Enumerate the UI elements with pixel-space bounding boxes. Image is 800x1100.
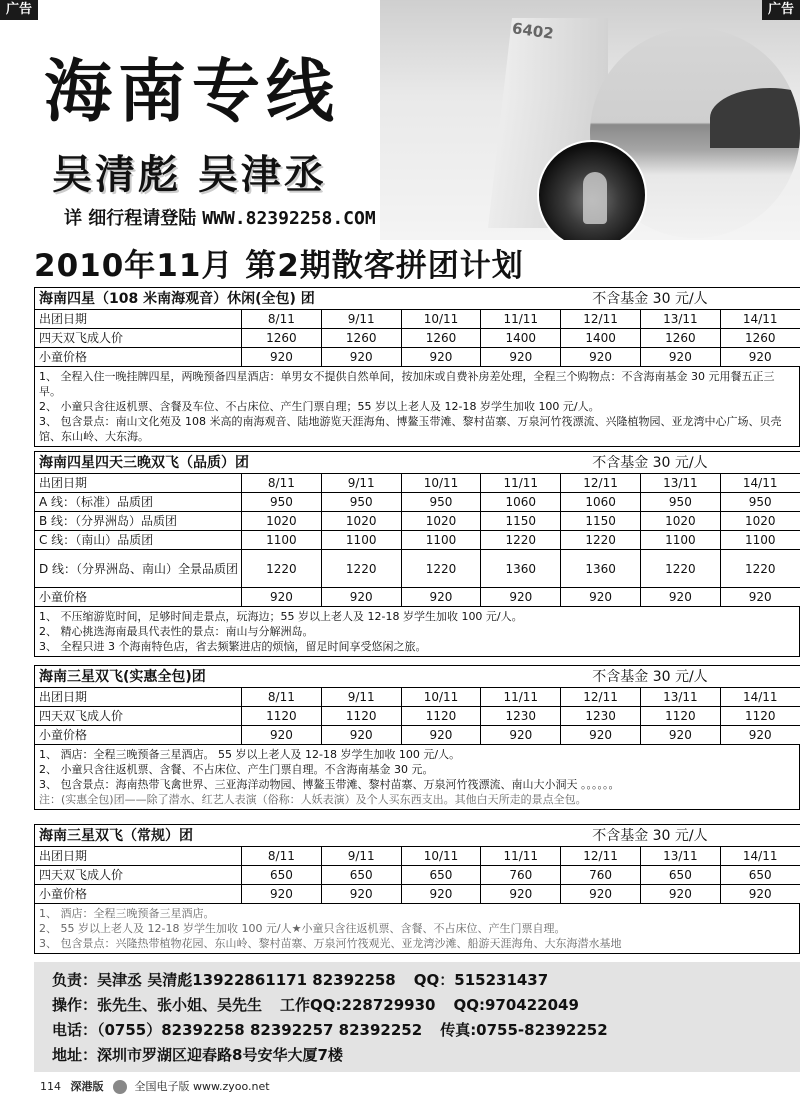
plan-title: 2010年11月 第2期散客拼团计划 xyxy=(34,248,524,284)
section-notes xyxy=(34,367,800,447)
price-cell: 1220 xyxy=(481,531,561,550)
price-cell: 920 xyxy=(401,885,481,904)
date-cell: 14/11 xyxy=(720,847,800,866)
price-cell: 1220 xyxy=(640,550,720,588)
price-cell: 1360 xyxy=(561,550,641,588)
date-row xyxy=(35,688,800,707)
price-cell: 1020 xyxy=(640,512,720,531)
contact-box xyxy=(34,962,800,1072)
section-title xyxy=(35,452,800,474)
fund-exclusion: 不含基金 30 元/人 xyxy=(592,827,708,844)
sail-number: 6402 xyxy=(510,19,555,43)
date-cell: 9/11 xyxy=(321,474,401,493)
price-table xyxy=(34,287,800,367)
price-cell: 1120 xyxy=(321,707,401,726)
price-cell: 920 xyxy=(481,885,561,904)
tour-section xyxy=(34,287,800,447)
date-cell: 14/11 xyxy=(720,474,800,493)
agent-names: 吴清彪 吴津丞 xyxy=(52,152,327,198)
price-cell: 650 xyxy=(321,866,401,885)
note-line: 2、 小童只含往返机票、含餐、不占床位、产生门票自理。不含海南基金 30 元。 xyxy=(39,763,434,776)
section-name: 海南四星四天三晚双飞（品质）团 xyxy=(39,454,249,471)
price-cell: 1230 xyxy=(481,707,561,726)
table-row xyxy=(35,588,800,607)
tour-section xyxy=(34,665,800,810)
note-line: 1、 酒店：全程三晚预备三星酒店。 55 岁以上老人及 12-18 岁学生加收 100 元/人。 xyxy=(39,748,461,761)
price-cell: 1150 xyxy=(561,512,641,531)
price-cell: 760 xyxy=(481,866,561,885)
price-cell: 1260 xyxy=(720,329,800,348)
note-line: 2、 小童只含往返机票、含餐及车位、不占床位、产生门票自理；55 岁以上老人及 12-18 岁学生加收 100 元/人。 xyxy=(39,400,600,413)
price-cell: 1020 xyxy=(720,512,800,531)
website-label: 详 细行程请登陆 xyxy=(64,208,197,229)
date-header: 出团日期 xyxy=(35,474,242,493)
section-name: 海南三星双飞（常规）团 xyxy=(39,827,193,844)
date-cell: 12/11 xyxy=(561,310,641,329)
price-cell: 1060 xyxy=(481,493,561,512)
price-cell: 920 xyxy=(561,726,641,745)
price-cell: 920 xyxy=(640,588,720,607)
table-row xyxy=(35,531,800,550)
price-cell: 920 xyxy=(720,885,800,904)
ad-tag-right: 广告 xyxy=(762,0,800,20)
date-cell: 9/11 xyxy=(321,310,401,329)
row-label: 四天双飞成人价 xyxy=(35,866,242,885)
section-title xyxy=(35,825,800,847)
price-cell: 1230 xyxy=(561,707,641,726)
price-cell: 1100 xyxy=(321,531,401,550)
price-cell: 1260 xyxy=(401,329,481,348)
table-row xyxy=(35,550,800,588)
price-cell: 1260 xyxy=(640,329,720,348)
price-cell: 920 xyxy=(640,885,720,904)
price-cell: 920 xyxy=(401,588,481,607)
price-cell: 950 xyxy=(720,493,800,512)
performance-photo xyxy=(537,140,647,240)
price-cell: 1020 xyxy=(242,512,322,531)
page-title: 海南专线 xyxy=(44,52,341,132)
contact-phone: 电话：（0755）82392258 82392257 82392252 传真:0755-82392252 xyxy=(52,1021,608,1039)
date-row xyxy=(35,310,800,329)
price-cell: 760 xyxy=(561,866,641,885)
price-cell: 920 xyxy=(321,348,401,367)
row-label: B 线：（分界洲岛）品质团 xyxy=(35,512,242,531)
price-cell: 650 xyxy=(401,866,481,885)
date-cell: 10/11 xyxy=(401,474,481,493)
price-cell: 1120 xyxy=(640,707,720,726)
price-cell: 1400 xyxy=(561,329,641,348)
price-cell: 920 xyxy=(242,348,322,367)
note-line: 2、 55 岁以上老人及 12-18 岁学生加收 100 元/人★小童只含往返机票、含餐、不占床位、产生门票自理。 xyxy=(39,922,566,935)
price-cell: 920 xyxy=(242,588,322,607)
price-cell: 650 xyxy=(720,866,800,885)
price-cell: 920 xyxy=(481,726,561,745)
contact-manager: 负责：吴津丞 吴清彪13922861171 82392258 QQ：515231437 xyxy=(52,971,549,989)
date-cell: 11/11 xyxy=(481,688,561,707)
tour-section xyxy=(34,451,800,657)
date-header: 出团日期 xyxy=(35,310,242,329)
price-cell: 920 xyxy=(321,885,401,904)
date-cell: 12/11 xyxy=(561,688,641,707)
date-row xyxy=(35,847,800,866)
footer-site[interactable]: 全国电子版 www.zyoo.net xyxy=(134,1080,270,1093)
price-cell: 1100 xyxy=(242,531,322,550)
row-label: A 线：（标准）品质团 xyxy=(35,493,242,512)
price-cell: 920 xyxy=(242,726,322,745)
fund-exclusion: 不含基金 30 元/人 xyxy=(592,454,708,471)
price-cell: 920 xyxy=(401,726,481,745)
price-cell: 920 xyxy=(481,348,561,367)
row-label: 四天双飞成人价 xyxy=(35,707,242,726)
date-cell: 13/11 xyxy=(640,688,720,707)
section-name: 海南三星双飞(实惠全包)团 xyxy=(39,668,206,685)
note-line: 1、 全程入住一晚挂牌四星，两晚预备四星酒店：单男女不提供自然单间，按加床或自费补房差处理，全程三个购物点：不含海南基金 30 元用餐五正三早。 xyxy=(39,370,775,398)
section-title xyxy=(35,288,800,310)
price-cell: 920 xyxy=(242,885,322,904)
price-cell: 920 xyxy=(561,588,641,607)
row-label: 小童价格 xyxy=(35,348,242,367)
price-cell: 1220 xyxy=(561,531,641,550)
price-cell: 1020 xyxy=(321,512,401,531)
date-cell: 8/11 xyxy=(242,847,322,866)
price-cell: 1360 xyxy=(481,550,561,588)
price-cell: 920 xyxy=(720,588,800,607)
section-notes xyxy=(34,607,800,657)
table-row xyxy=(35,493,800,512)
row-label: 四天双飞成人价 xyxy=(35,329,242,348)
fund-exclusion: 不含基金 30 元/人 xyxy=(592,668,708,685)
price-cell: 920 xyxy=(561,348,641,367)
price-cell: 920 xyxy=(561,885,641,904)
price-cell: 1120 xyxy=(720,707,800,726)
price-cell: 1220 xyxy=(720,550,800,588)
price-table xyxy=(34,665,800,745)
date-row xyxy=(35,474,800,493)
row-label: 小童价格 xyxy=(35,726,242,745)
date-cell: 11/11 xyxy=(481,474,561,493)
section-title xyxy=(35,666,800,688)
note-line: 1、 酒店：全程三晚预备三星酒店。 xyxy=(39,907,215,920)
row-label: D 线：（分界洲岛、南山）全景品质团 xyxy=(35,550,242,588)
price-cell: 920 xyxy=(321,588,401,607)
date-cell: 9/11 xyxy=(321,688,401,707)
price-cell: 920 xyxy=(720,726,800,745)
price-cell: 650 xyxy=(640,866,720,885)
table-row xyxy=(35,348,800,367)
logo-icon xyxy=(113,1080,127,1094)
date-cell: 10/11 xyxy=(401,847,481,866)
price-cell: 950 xyxy=(640,493,720,512)
price-cell: 1120 xyxy=(401,707,481,726)
section-name: 海南四星（108 米南海观音）休闲(全包) 团 xyxy=(39,290,315,307)
date-cell: 13/11 xyxy=(640,847,720,866)
price-cell: 920 xyxy=(720,348,800,367)
row-label: C 线：（南山）品质团 xyxy=(35,531,242,550)
note-line: 3、 全程只进 3 个海南特色店，省去频繁进店的烦恼，留足时间享受悠闲之旅。 xyxy=(39,640,427,653)
price-cell: 650 xyxy=(242,866,322,885)
price-cell: 1100 xyxy=(720,531,800,550)
price-cell: 1260 xyxy=(242,329,322,348)
table-row xyxy=(35,707,800,726)
date-cell: 10/11 xyxy=(401,688,481,707)
hero-banner xyxy=(0,0,800,240)
website-url[interactable]: WWW.82392258.COM xyxy=(202,208,376,229)
date-cell: 8/11 xyxy=(242,310,322,329)
price-cell: 920 xyxy=(640,726,720,745)
price-cell: 1060 xyxy=(561,493,641,512)
table-row xyxy=(35,329,800,348)
page-footer xyxy=(40,1078,270,1094)
price-cell: 1020 xyxy=(401,512,481,531)
price-cell: 920 xyxy=(401,348,481,367)
price-cell: 1220 xyxy=(321,550,401,588)
date-header: 出团日期 xyxy=(35,847,242,866)
date-cell: 12/11 xyxy=(561,474,641,493)
date-cell: 11/11 xyxy=(481,847,561,866)
contact-address: 地址：深圳市罗湖区迎春路8号安华大厦7楼 xyxy=(52,1046,343,1064)
price-cell: 920 xyxy=(481,588,561,607)
section-notes xyxy=(34,745,800,810)
note-line: 3、 包含景点：兴隆热带植物花园、东山岭、黎村苗寨、万泉河竹筏观光、亚龙湾沙滩、船游天涯海角、大东海潜水基地 xyxy=(39,937,622,950)
price-table xyxy=(34,824,800,904)
tour-section xyxy=(34,824,800,954)
contact-operators: 操作：张先生、张小姐、吴先生 工作QQ:228729930 QQ:970422049 xyxy=(52,996,579,1014)
row-label: 小童价格 xyxy=(35,588,242,607)
price-cell: 1150 xyxy=(481,512,561,531)
note-line: 2、 精心挑选海南最具代表性的景点：南山与分解洲岛。 xyxy=(39,625,314,638)
price-cell: 950 xyxy=(321,493,401,512)
price-cell: 1260 xyxy=(321,329,401,348)
price-cell: 1220 xyxy=(242,550,322,588)
date-cell: 10/11 xyxy=(401,310,481,329)
table-row xyxy=(35,866,800,885)
price-cell: 950 xyxy=(401,493,481,512)
note-line: 3、 包含景点：南山文化苑及 108 米高的南海观音、陆地游览天涯海角、博鳌玉带滩、黎村苗寨、万泉河竹筏漂流、兴隆植物园、亚龙湾中心广场、贝壳馆、东山岭、大东海。 xyxy=(39,415,782,443)
date-cell: 8/11 xyxy=(242,474,322,493)
edition-label: 深港版 xyxy=(70,1080,104,1093)
fund-exclusion: 不含基金 30 元/人 xyxy=(592,290,708,307)
date-cell: 13/11 xyxy=(640,474,720,493)
date-header: 出团日期 xyxy=(35,688,242,707)
ad-tag-left: 广告 xyxy=(0,0,38,20)
price-cell: 920 xyxy=(640,348,720,367)
price-cell: 1400 xyxy=(481,329,561,348)
date-cell: 13/11 xyxy=(640,310,720,329)
page-number: 114 xyxy=(40,1080,61,1093)
price-cell: 1120 xyxy=(242,707,322,726)
date-cell: 14/11 xyxy=(720,688,800,707)
price-cell: 1100 xyxy=(640,531,720,550)
price-cell: 950 xyxy=(242,493,322,512)
table-row xyxy=(35,885,800,904)
price-cell: 1100 xyxy=(401,531,481,550)
price-cell: 1220 xyxy=(401,550,481,588)
price-table xyxy=(34,451,800,607)
date-cell: 11/11 xyxy=(481,310,561,329)
date-cell: 12/11 xyxy=(561,847,641,866)
date-cell: 8/11 xyxy=(242,688,322,707)
date-cell: 9/11 xyxy=(321,847,401,866)
table-row xyxy=(35,726,800,745)
price-cell: 920 xyxy=(321,726,401,745)
date-cell: 14/11 xyxy=(720,310,800,329)
note-line: 3、 包含景点：海南热带飞禽世界、三亚海洋动物园、博鳌玉带滩、黎村苗寨、万泉河竹筏漂流、南山大小洞天 。。。。。。 xyxy=(39,778,620,791)
note-line: 注：(实惠全包)团——除了潜水、红艺人表演（俗称：人妖表演）及个人买东西支出。其他白天所走的景点全包。 xyxy=(39,793,587,806)
website-line xyxy=(64,204,376,230)
row-label: 小童价格 xyxy=(35,885,242,904)
table-row xyxy=(35,512,800,531)
note-line: 1、 不压缩游览时间，足够时间走景点，玩海边；55 岁以上老人及 12-18 岁学生加收 100 元/人。 xyxy=(39,610,523,623)
section-notes xyxy=(34,904,800,954)
